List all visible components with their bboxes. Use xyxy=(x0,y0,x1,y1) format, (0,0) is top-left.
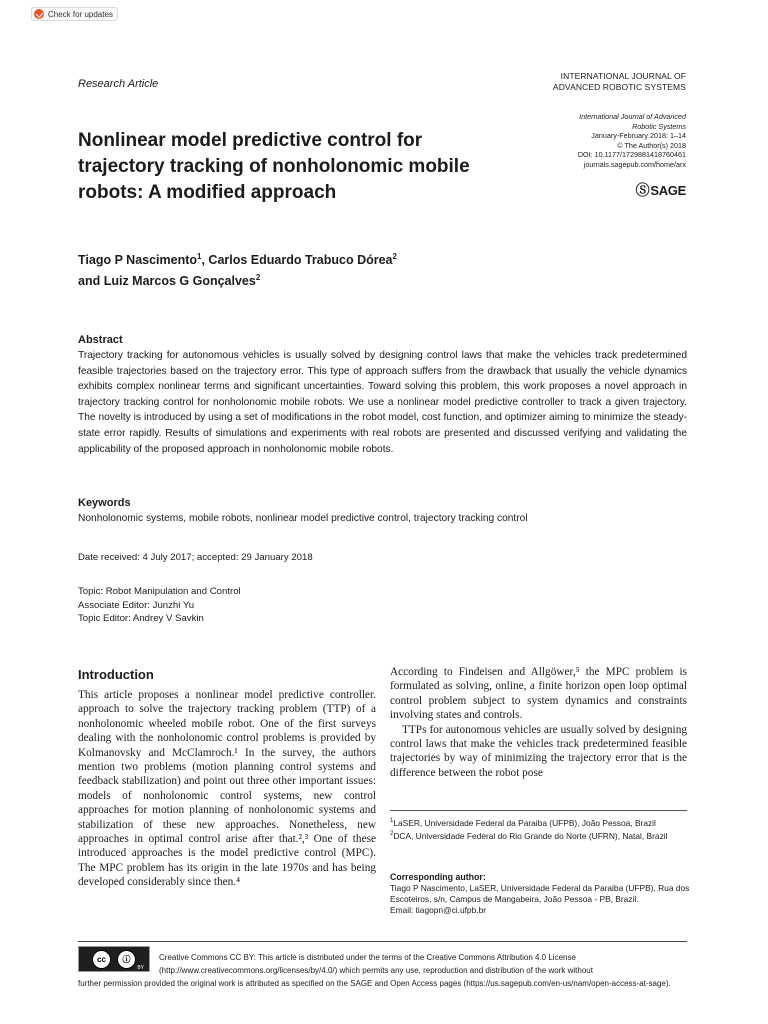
affiliations xyxy=(390,816,690,842)
meta-doi[interactable]: DOI: 10.1177/1729881418760461 xyxy=(577,150,686,160)
by-label: BY xyxy=(137,965,144,971)
author-2-sup: 2 xyxy=(392,252,397,261)
intro-right-column xyxy=(390,665,687,780)
corresponding-author-heading: Corresponding author: xyxy=(390,872,486,882)
introduction-heading: Introduction xyxy=(78,667,154,682)
sage-logo xyxy=(636,180,686,200)
dates: Date received: 4 July 2017; accepted: 29 January 2018 xyxy=(78,552,313,563)
editorial-info xyxy=(78,585,241,626)
journal-name xyxy=(553,71,686,93)
aff1-text: LaSER, Universidade Federal da Paraiba (UFPB), João Pessoa, Brazil xyxy=(393,817,656,828)
cc-icon: cc xyxy=(92,950,111,969)
affiliation-2 xyxy=(390,829,690,842)
corresponding-author xyxy=(390,883,690,916)
intro-left-column xyxy=(78,688,376,890)
author-3: and Luiz Marcos G Gonçalves xyxy=(78,274,256,289)
meta-copyright: © The Author(s) 2018 xyxy=(617,140,686,150)
intro-right-paragraph-1: According to Findeisen and Allgöwer,⁵ the MPC problem is formulated as solving, online, a finite horizon open loop optimal control problem subject to system dynamics and constraints involving states and controls. xyxy=(390,666,687,722)
topic-editor: Topic Editor: Andrey V Savkin xyxy=(78,613,204,624)
meta-journal-2: Robotic Systems xyxy=(632,121,686,131)
intro-left-paragraph: This article proposes a nonlinear model predictive controller. approach to solve the trajectory tracking problem (TTP) of a nonholonomic wheeled mobile robot. One of the first surveys dealing with the nonholonomic control problems is provided by Kolmanovsky and McClamroch.¹ In the survey, the authors mention two problems (motion planning control systems and feedback stabilization) and point out three other important issues: models of nonholonomic control systems, new control approaches for motion planning of nonholonomic systems and stabilization of these new approaches. Nonetheless, new approaches in optimal control arise after that.²,³ One of these introduced approaches is the model predictive control (MPC). The MPC problem has its origin in the late 1970s and has being developed considerably since then.⁴ xyxy=(78,689,376,889)
topic: Topic: Robot Manipulation and Control xyxy=(78,586,241,597)
license-text-2: further permission provided the original work is attributed as specified on the SAGE and Open Access pages (https://us.sagepub.com/en-us/nam/open-access-at-sage). xyxy=(78,979,671,988)
journal-line-1: INTERNATIONAL JOURNAL OF xyxy=(560,71,686,81)
affiliation-1 xyxy=(390,816,690,829)
journal-line-2: ADVANCED ROBOTIC SYSTEMS xyxy=(552,82,686,92)
person-icon: ⓘ xyxy=(117,950,136,969)
corr-email[interactable]: Email: tiagopn@ci.ufpb.br xyxy=(390,905,487,915)
abstract-text: Trajectory tracking for autonomous vehicles is usually solved by designing control laws that make the vehicles track predetermined feasible trajectories based on the trajectory error. This type of approach suffers from the drawback that usually the vehicle dynamics exhibits complex nonlinear terms and significant uncertainties. Toward solving this problem, this work proposes a novel approach in trajectory tracking control for nonholonomic mobile robots. We use a nonlinear model predictive controller to track a given trajectory. The novelty is introduced by using a set of modifications in the robot model, cost function, and optimizer aiming to minimize the steady-state error rapidly. Results of simulations and experiments with real robots are presented and discussed verifying and validating the applicability of the proposed approach in nonholonomic mobile robots. xyxy=(78,350,687,455)
publisher-name: SAGE xyxy=(650,182,686,198)
keywords-text: Nonholonomic systems, mobile robots, nonlinear model predictive control, trajectory tracking control xyxy=(78,513,528,524)
aff2-sup: 2 xyxy=(390,830,394,837)
meta-journal-1: International Journal of Advanced xyxy=(579,112,686,121)
intro-right-paragraph-2: TTPs for autonomous vehicles are usually solved by designing control laws that make the vehicles track predetermined feasible trajectories by way of minimizing the trajectory error that is the difference between the robot pose xyxy=(390,723,687,779)
check-for-updates-badge[interactable] xyxy=(31,7,118,21)
badge-label: Check for updates xyxy=(48,9,113,19)
check-icon xyxy=(34,9,44,19)
article-type: Research Article xyxy=(78,78,159,90)
license-text-1: Creative Commons CC BY: This article is distributed under the terms of the Creative Commons Attribution 4.0 License (http://www.creativecommons.org/licenses/by/4.0/) which permits any use, reproduction and distribution of the work without xyxy=(159,953,593,975)
author-1-sup: 1 xyxy=(197,252,202,261)
cc-by-logo[interactable] xyxy=(78,946,150,972)
meta-issue: January-February 2018: 1–14 xyxy=(591,131,686,141)
license-divider xyxy=(78,941,687,942)
corr-body: Tiago P Nascimento, LaSER, Universidade Federal da Paraiba (UFPB), Rua dos Escoteiros, s/n, Campus de Mangabeira, João Pessoa - PB, Brazil. xyxy=(390,883,690,904)
footnote-divider xyxy=(390,810,687,811)
author-1: Tiago P Nascimento xyxy=(78,253,198,268)
keywords-heading: Keywords xyxy=(78,497,131,509)
aff2-text: DCA, Universidade Federal do Rio Grande do Norte (UFRN), Natal, Brazil xyxy=(393,830,668,841)
author-3-sup: 2 xyxy=(255,273,261,283)
paper-title: Nonlinear model predictive control for trajectory tracking of nonholonomic mobile robots: A modified approach xyxy=(78,130,470,203)
article-meta xyxy=(578,112,686,170)
cc-badge xyxy=(78,946,150,972)
author-list xyxy=(78,248,498,290)
abstract-heading: Abstract xyxy=(78,334,123,346)
sage-s-icon: Ⓢ xyxy=(635,182,650,198)
associate-editor: Associate Editor: Junzhi Yu xyxy=(78,599,195,611)
meta-url[interactable]: journals.sagepub.com/home/arx xyxy=(583,159,686,169)
aff1-sup: 1 xyxy=(390,818,394,824)
author-2: , Carlos Eduardo Trabuco Dórea xyxy=(201,253,393,268)
